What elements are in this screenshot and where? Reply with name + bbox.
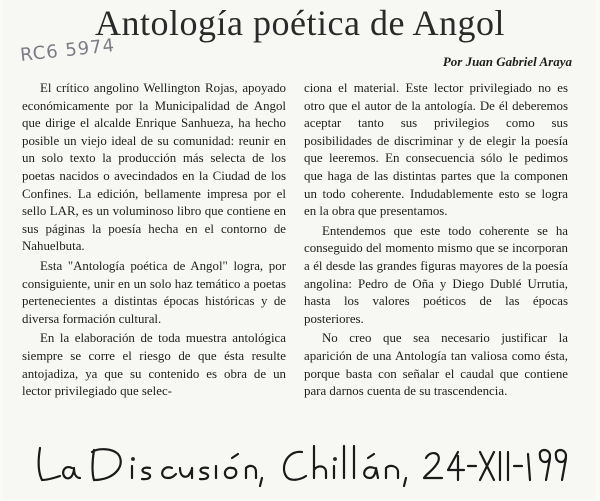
article-title: Antología poética de Angol [95, 3, 505, 43]
paragraph: Entendemos que este todo coherente se ha conseguido del momento mismo que se incorporan a él desde las grandes figuras mayores de la poesía angolina: Pedro de Oña y Diego Dublé Urrutia, hasta los valores poéticos de las épocas posteriores. [304, 223, 568, 326]
author-byline: Por Juan Gabriel Araya [442, 54, 572, 69]
article-column-left [22, 80, 286, 401]
paragraph: ciona el material. Este lector privilegiado no es otro que el autor de la antología. De él deberemos aceptar tanto sus privilegios como sus posibilidades de discriminar y de elegir la poesía que leeremos. En consecuencia sólo le pedimos que haga de las distintas partes que la componen un todo coherente. Indudablemente esto se logra en la obra que presentamos. [304, 81, 568, 219]
paragraph: En la elaboración de toda muestra antológica siempre se corre el riesgo de que ésta resulte antojadiza, ya que su contenido es obra de un lector privilegiado que selec- [22, 331, 286, 399]
paragraph: No creo que sea necesario justificar la aparición de una Antología tan valiosa como ésta, porque basta con señalar el caudal que contiene para darnos cuenta de su trascendencia. [304, 331, 568, 399]
archive-stamp: RC6 5974 [19, 35, 117, 66]
article-column-right [304, 80, 568, 401]
handwritten-annotation [34, 440, 574, 490]
paragraph: El crítico angolino Wellington Rojas, apoyado económicamente por la Municipalidad de Angol que dirige el alcalde Enrique Sanhueza, ha hecho posible un viejo ideal de su comunidad: reunir en un solo texto la producción más selecta de los poetas nacidos o avecindados en la Ciudad de los Confines. La edición, bellamente impresa por el sello LAR, es un voluminoso libro que contiene en sus páginas la poesía hecha en el contorno de Nahuelbuta. [22, 81, 286, 254]
paragraph: Esta "Antología poética de Angol" logra, por consiguiente, unir en un solo haz temático a poetas pertenecientes a distintas épocas históricas y de diversa formación cultural. [22, 258, 286, 326]
